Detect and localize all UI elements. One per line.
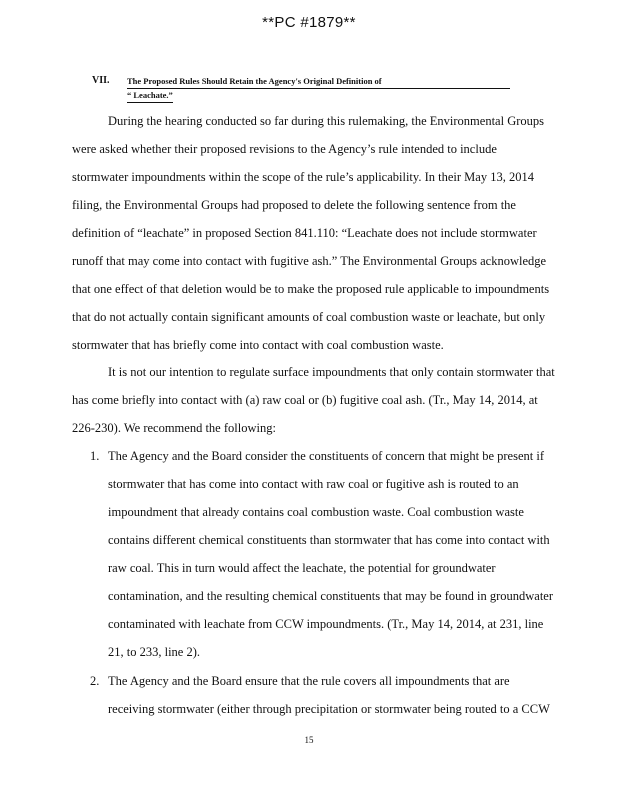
page-number: 15 [304,735,314,745]
list-item-line: raw coal. This in turn would affect the leachate, the potential for groundwater [108,561,496,575]
section-heading-line-2: “ Leachate.” [127,89,173,103]
paragraph-line: has come briefly into contact with (a) raw coal or (b) fugitive coal ash. (Tr., May 14, 2014, at [72,393,538,407]
paragraph-line: During the hearing conducted so far during this rulemaking, the Environmental Groups [108,114,545,128]
paragraph-line: stormwater impoundments within the scope of the rule’s applicability. In their May 13, 2014 [72,170,534,184]
list-item-line: stormwater that has come into contact with raw coal or fugitive ash is routed to an [108,477,519,491]
list-item-line: impoundment that already contains coal combustion waste. Coal combustion waste [108,505,524,519]
paragraph-line: 226-230). We recommend the following: [72,421,276,435]
paragraph-line: stormwater that has briefly come into contact with coal combustion waste. [72,338,444,352]
list-item-line: receiving stormwater (either through precipitation or stormwater being routed to a CCW [108,702,550,716]
section-number: VII. [92,75,110,86]
paragraph-line: filing, the Environmental Groups had proposed to delete the following sentence from the [72,198,516,212]
list-item-line: contamination, and the resulting chemical constituents that may be found in groundwater [108,589,554,603]
list-item-line: 21, to 233, line 2). [108,645,201,659]
list-item-number: 2. [90,674,100,688]
list-item-number: 1. [90,449,100,463]
list-item-line: contaminated with leachate from CCW impoundments. (Tr., May 14, 2014, at 231, line [108,617,544,631]
list-item-line: The Agency and the Board ensure that the rule covers all impoundments that are [108,674,510,688]
paragraph-line: were asked whether their proposed revisions to the Agency’s rule intended to include [72,142,497,156]
list-item-line: The Agency and the Board consider the constituents of concern that might be present if [108,449,544,463]
list-item-line: contains different chemical constituents than stormwater that has come into contact with [108,533,550,547]
section-heading-line-1: The Proposed Rules Should Retain the Agency's Original Definition of [127,75,510,89]
paragraph-line: runoff that may come into contact with fugitive ash.” The Environmental Groups acknowledge [72,254,547,268]
paragraph-line: that do not actually contain significant amounts of coal combustion waste or leachate, but only [72,310,546,324]
paragraph-line: It is not our intention to regulate surface impoundments that only contain stormwater that [108,365,555,379]
paragraph-line: that one effect of that deletion would be to make the proposed rule applicable to impoundments [72,282,550,296]
pc-stamp: **PC #1879** [262,14,356,31]
section-heading [127,75,510,103]
paragraph-line: definition of “leachate” in proposed Section 841.110: “Leachate does not include stormwater [72,226,537,240]
